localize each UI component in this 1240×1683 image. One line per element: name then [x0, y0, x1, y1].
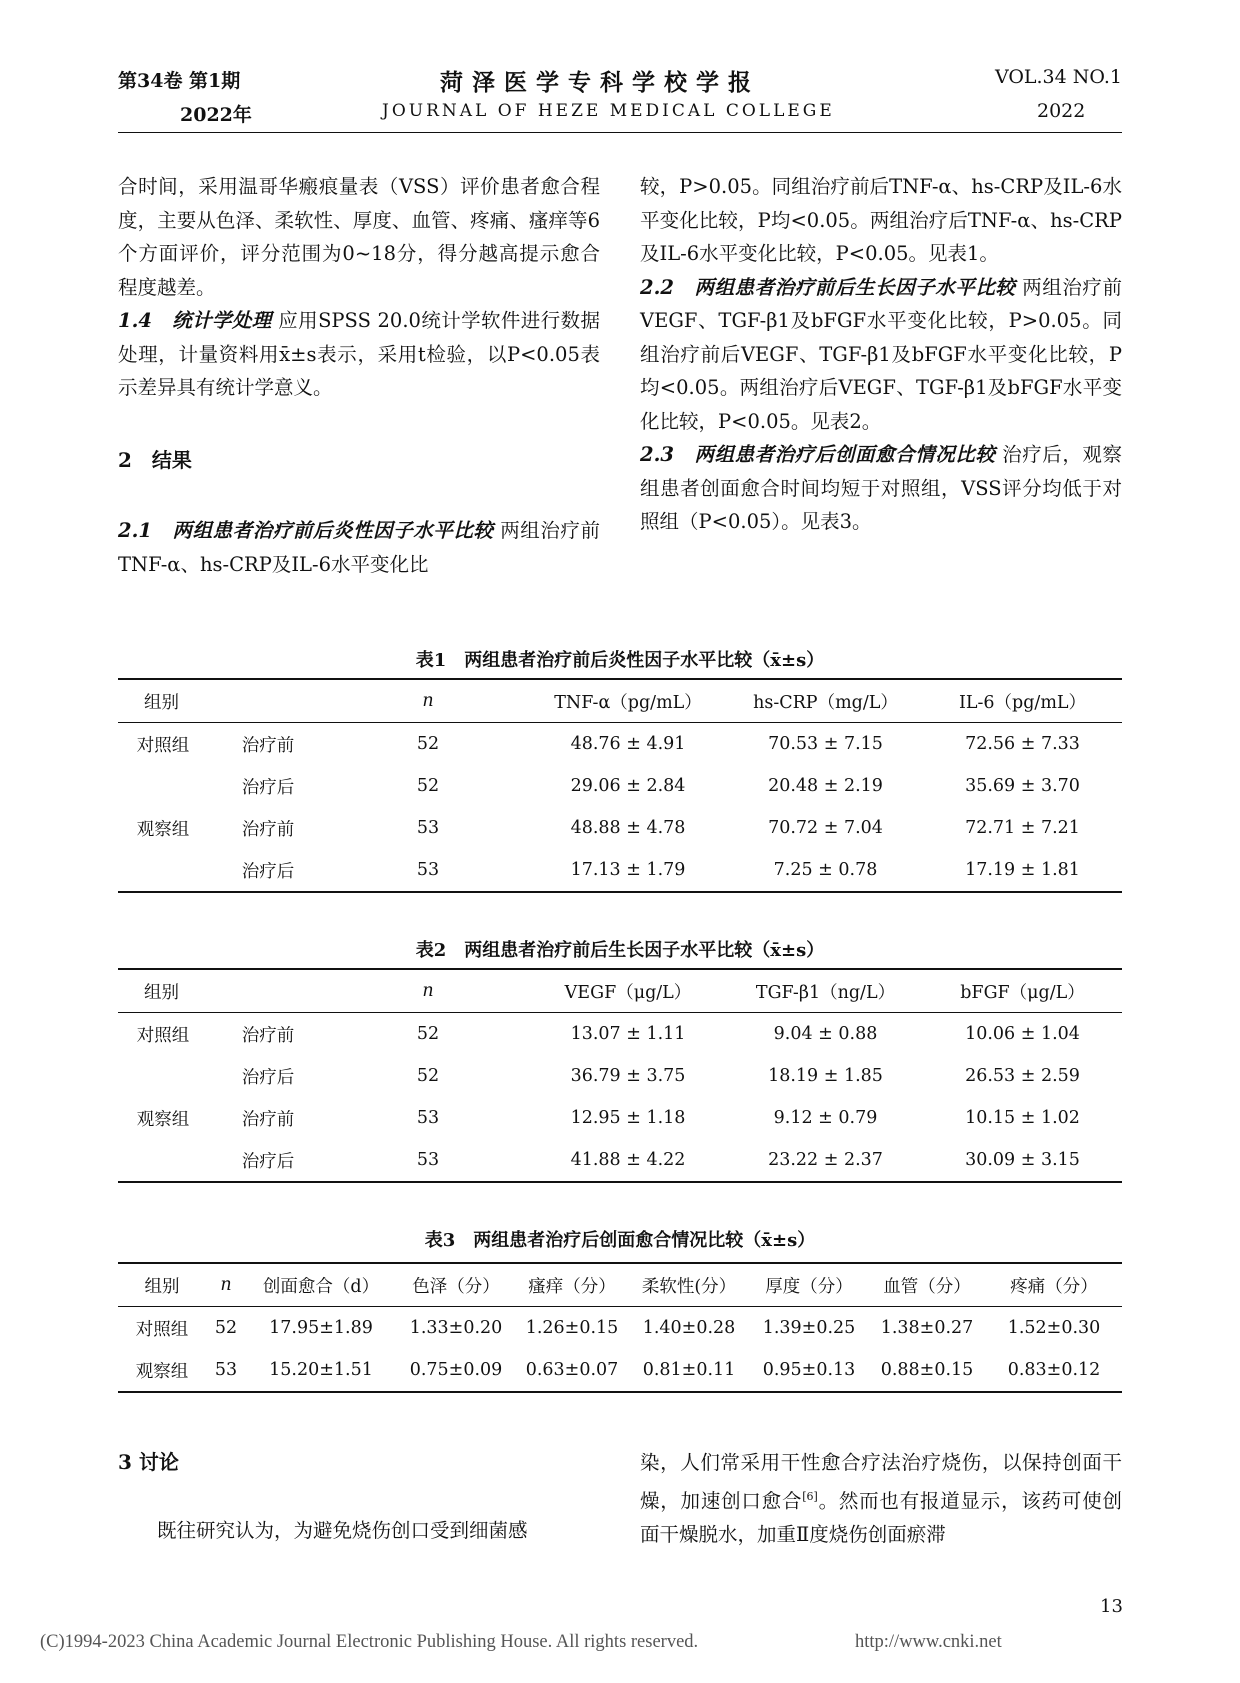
table2-header: TGF-β1（ng/L）	[728, 969, 923, 1013]
table-cell: 0.75±0.09	[396, 1349, 516, 1392]
table-cell: 53	[206, 1349, 246, 1392]
table-cell: 52	[214, 1318, 238, 1338]
table-cell: 对照组	[136, 735, 190, 756]
table-cell: 对照组	[136, 1025, 190, 1046]
table-cell: 29.06 ± 2.84	[570, 776, 686, 796]
section-2-1-title: 2.1 两组患者治疗前后炎性因子水平比较	[118, 519, 494, 542]
table3-header: 厚度（分）	[750, 1263, 868, 1307]
table-cell: 18.19 ± 1.85	[768, 1066, 883, 1086]
table-row	[118, 1307, 1122, 1350]
table-cell: 41.88 ± 4.22	[528, 1139, 728, 1182]
header-journal-cn: 菏泽医学专科学校学报	[440, 69, 760, 96]
table2-header: bFGF（μg/L）	[923, 969, 1122, 1013]
table-cell: 0.83±0.12	[986, 1349, 1122, 1392]
table2-caption: 表2 两组患者治疗前后生长因子水平比较（x̄±s）	[415, 940, 825, 961]
discussion-right	[640, 1446, 1122, 1551]
header-volume-issue: 第34卷 第1期	[118, 70, 241, 92]
table-cell: 1.38±0.27	[880, 1318, 974, 1338]
discussion-heading: 3 讨论	[118, 1450, 179, 1474]
table-row	[118, 765, 1122, 807]
table3-caption: 表3 两组患者治疗后创面愈合情况比较（x̄±s）	[424, 1230, 816, 1251]
table-cell: 12.95 ± 1.18	[570, 1108, 686, 1128]
table-cell: 15.20±1.51	[246, 1349, 396, 1392]
table-cell: 对照组	[135, 1319, 189, 1340]
header-vol-right: VOL.34 NO.1	[994, 66, 1122, 88]
table2	[118, 968, 1122, 1183]
page-number: 13	[1100, 1596, 1123, 1617]
table3-header: 瘙痒（分）	[516, 1263, 628, 1307]
table1-header: IL-6（pg/mL）	[923, 679, 1122, 723]
table-cell: 治疗后	[241, 777, 295, 798]
table-cell: 治疗后	[241, 1067, 295, 1088]
table-row	[118, 807, 1122, 849]
table2-header	[208, 969, 328, 1013]
table-cell: 72.56 ± 7.33	[965, 734, 1080, 754]
table-cell: 72.71 ± 7.21	[965, 818, 1080, 838]
table3	[118, 1262, 1122, 1393]
table-cell: 治疗后	[208, 849, 328, 892]
table-cell: 1.52±0.30	[1007, 1318, 1101, 1338]
table3-header: 疼痛（分）	[986, 1263, 1122, 1307]
table-cell: 52	[416, 1066, 440, 1086]
table3-header: 柔软性(分）	[628, 1263, 750, 1307]
discussion-right-text-1: 染，人们常采用干性愈合疗法治疗烧伤，以保持创面干燥，加速创口愈合	[640, 1451, 1122, 1512]
table-row	[118, 723, 1122, 766]
section-2-heading: 2 结果	[118, 448, 192, 472]
table1-header: 组别	[118, 679, 208, 723]
section-2-2-text: 两组治疗前VEGF、TGF-β1及bFGF水平变化比较，P>0.05。同组治疗前后VEGF、TGF-β1及bFGF水平变化比较，P均<0.05。两组治疗后VEGF、TGF-β1及bFGF水平变化比较，P<0.05。见表2。	[640, 275, 1122, 433]
table-cell: 10.15 ± 1.02	[965, 1108, 1080, 1128]
section-2-2-title: 2.2 两组患者治疗前后生长因子水平比较	[640, 275, 1016, 299]
header-year-right: 2022	[1037, 100, 1086, 122]
table-row	[118, 849, 1122, 892]
table-cell: 53	[328, 849, 528, 892]
table-cell: 观察组	[136, 1109, 190, 1130]
table-cell: 48.88 ± 4.78	[570, 818, 686, 838]
footer-url[interactable]: http://www.cnki.net	[855, 1632, 1002, 1652]
table-cell: 0.88±0.15	[868, 1349, 986, 1392]
table-cell: 70.53 ± 7.15	[768, 734, 883, 754]
table-cell: 70.72 ± 7.04	[768, 818, 883, 838]
discussion-right-text-2: 。然而也有报道显示，该药可使创面干燥脱水，加重Ⅱ度烧伤创面瘀滞	[640, 1489, 1122, 1546]
table-cell: 35.69 ± 3.70	[965, 776, 1080, 796]
table-cell: 10.06 ± 1.04	[965, 1024, 1080, 1044]
table-cell: 0.95±0.13	[750, 1349, 868, 1392]
table-cell: 23.22 ± 2.37	[728, 1139, 923, 1182]
table-cell: 9.04 ± 0.88	[773, 1024, 878, 1044]
table-cell: 52	[416, 1024, 440, 1044]
section-1-4	[118, 304, 600, 405]
table-cell: 1.33±0.20	[409, 1318, 503, 1338]
table-cell: 17.19 ± 1.81	[923, 849, 1122, 892]
table-row	[118, 1139, 1122, 1182]
table-cell: 53	[416, 818, 440, 838]
table2-header: VEGF（μg/L）	[528, 969, 728, 1013]
table-cell: 13.07 ± 1.11	[570, 1024, 686, 1044]
table-cell: 26.53 ± 2.59	[965, 1066, 1080, 1086]
section-2-1-text: 两组治疗前TNF-α、hs-CRP及IL-6水平变化比	[118, 519, 600, 576]
table-cell: 治疗后	[208, 1139, 328, 1182]
table-cell: 9.12 ± 0.79	[773, 1108, 878, 1128]
table-cell: 53	[416, 1108, 440, 1128]
table1-caption: 表1 两组患者治疗前后炎性因子水平比较（x̄±s）	[415, 650, 825, 671]
paragraph-2-1-cont: 较，P>0.05。同组治疗前后TNF-α、hs-CRP及IL-6水平变化比较，P均<0.05。两组治疗后TNF-α、hs-CRP及IL-6水平变化比较，P<0.05。见表1。	[640, 175, 1122, 265]
citation-marker: [6]	[802, 1489, 818, 1503]
table-cell: 30.09 ± 3.15	[923, 1139, 1122, 1182]
table-cell: 52	[416, 734, 440, 754]
table-cell: 17.13 ± 1.79	[528, 849, 728, 892]
table-cell	[118, 765, 208, 807]
table-cell	[118, 1055, 208, 1097]
table-cell: 治疗前	[241, 819, 295, 840]
table1-header	[208, 679, 328, 723]
header-journal-en: JOURNAL OF HEZE MEDICAL COLLEGE	[382, 101, 835, 121]
table3-header: n	[206, 1263, 246, 1307]
table-row	[118, 1013, 1122, 1056]
section-2-3-title: 2.3 两组患者治疗后创面愈合情况比较	[640, 443, 996, 466]
table-cell: 53	[328, 1139, 528, 1182]
table-cell: 52	[416, 776, 440, 796]
table-cell: 1.40±0.28	[642, 1318, 736, 1338]
table-cell: 20.48 ± 2.19	[768, 776, 883, 796]
table3-header: 组别	[118, 1263, 206, 1307]
section-1-4-title: 1.4 统计学处理	[118, 309, 272, 332]
table3-header: 色泽（分）	[396, 1263, 516, 1307]
table-row	[118, 1097, 1122, 1139]
header-year-left: 2022年	[180, 104, 252, 126]
table-cell: 0.81±0.11	[628, 1349, 750, 1392]
discussion-left-text: 既往研究认为，为避免烧伤创口受到细菌感	[157, 1519, 528, 1542]
table-cell: 治疗前	[241, 1025, 295, 1046]
table-cell: 48.76 ± 4.91	[570, 734, 686, 754]
table2-header: n	[328, 969, 528, 1013]
table3-header: 创面愈合（d）	[246, 1263, 396, 1307]
table-cell: 36.79 ± 3.75	[570, 1066, 686, 1086]
right-column	[640, 170, 1122, 539]
table-cell: 观察组	[118, 1349, 206, 1392]
table2-header: 组别	[118, 969, 208, 1013]
header-rule	[118, 132, 1122, 133]
footer-copyright: (C)1994-2023 China Academic Journal Electronic Publishing House. All rights reserved.	[40, 1632, 699, 1652]
table-row	[118, 1349, 1122, 1392]
table1-header: TNF-α（pg/mL）	[528, 679, 728, 723]
table-cell: 0.63±0.07	[516, 1349, 628, 1392]
table-cell: 1.26±0.15	[525, 1318, 619, 1338]
section-2-1	[118, 514, 600, 581]
table3-header: 血管（分）	[868, 1263, 986, 1307]
left-column	[118, 170, 600, 405]
table-cell	[118, 1139, 208, 1182]
table1-header: n	[328, 679, 528, 723]
table-cell: 观察组	[136, 819, 190, 840]
table-cell	[118, 849, 208, 892]
table1	[118, 678, 1122, 893]
table1-header: hs-CRP（mg/L）	[728, 679, 923, 723]
table-cell: 17.95±1.89	[269, 1318, 373, 1338]
section-1-4-text: 应用SPSS 20.0统计学软件进行数据处理，计量资料用x̄±s表示，采用t检验，以P<0.05表示差异具有统计学意义。	[118, 309, 600, 399]
table-cell: 治疗前	[241, 735, 295, 756]
table-cell: 1.39±0.25	[762, 1318, 856, 1338]
section-2-3-text: 治疗后，观察组患者创面愈合时间均短于对照组，VSS评分均低于对照组（P<0.05）。见表3。	[640, 443, 1122, 533]
table-row	[118, 1055, 1122, 1097]
paragraph-vss-method: 合时间，采用温哥华瘢痕量表（VSS）评价患者愈合程度，主要从色泽、柔软性、厚度、血管、疼痛、瘙痒等6个方面评价，评分范围为0~18分，得分越高提示愈合程度越差。	[118, 175, 600, 299]
table-cell: 7.25 ± 0.78	[728, 849, 923, 892]
table-cell: 治疗前	[241, 1109, 295, 1130]
